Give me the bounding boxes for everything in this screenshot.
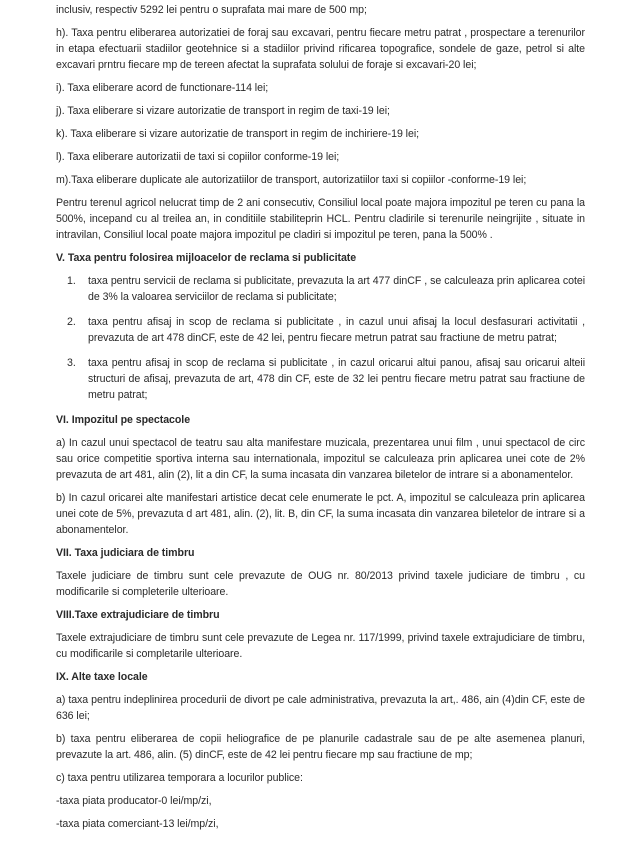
paragraph-vii: Taxele judiciare de timbru sunt cele prevazute de OUG nr. 80/2013 privind taxele judiciare de timbru , cu modificarile si completerile ulterioare. [56, 570, 585, 598]
list-item-text: taxa pentru afisaj in scop de reclama si publicitate , in cazul unui afisaj la locul desfasurari activitatii , prevazuta de art 478 dinCF, este de 42 lei, pentru fiecare metrun patrat sau fractiune de metru patrat; [88, 316, 585, 344]
paragraph-ix-c: c) taxa pentru utilizarea temporara a locurilor publice: [56, 772, 303, 784]
paragraph-vi-a: a) In cazul unui spectacol de teatru sau alta manifestare muzicala, prezentarea unui film , unui spectacol de circ sau orice competitie sportiva interna sau internationala, impozitul se calculeaza prin aplicarea unei cote de 2% prevazuta de art 481, alin (2), lit a din CF, la suma incasata din vanzarea biletelor de intrare si a abonamentelor. [56, 437, 585, 481]
section-v-list [56, 273, 585, 403]
paragraph-l: l). Taxa eliberare autorizatii de taxi si copiilor conforme-19 lei; [56, 151, 340, 163]
section-ix-heading: IX. Alte taxe locale [56, 671, 148, 683]
list-item-number: 3. [67, 357, 76, 369]
paragraph-m: m).Taxa eliberare duplicate ale autorizatiilor de transport, autorizatiilor taxi si copiilor -conforme-19 lei; [56, 174, 527, 186]
section-vii-heading: VII. Taxa judiciara de timbru [56, 547, 195, 559]
list-item [56, 314, 585, 346]
paragraph-ix-b: b) taxa pentru eliberarea de copii heliografice de pe planurile cadastrale sau de pe alte asemenea planuri, prevazute la art. 486, alin. (5) dinCF, este de 42 lei pentru fiecare mp sau fractiune de mp; [56, 733, 585, 761]
list-item-text: taxa pentru servicii de reclama si publicitate, prevazuta la art 477 dinCF , se calculeaza prin aplicarea cotei de 3% la valoarea serviciilor de reclama si publicitate; [88, 275, 585, 303]
section-viii-heading: VIII.Taxe extrajudiciare de timbru [56, 609, 220, 621]
paragraph-teren-agricol: Pentru terenul agricol nelucrat timp de 2 ani consecutiv, Consiliul local poate majora impozitul pe teren cu pana la 500%, incepand cu al treilea an, in conditiile stabiliteprin HCL. Pentru cladirile si terenurile neingrijite , situate in intravilan, Consiliul local poate majora impozitul pe cladiri si impozitul pe teren, pana la 500% . [56, 197, 585, 241]
paragraph-ix-producator: -taxa piata producator-0 lei/mp/zi, [56, 795, 212, 807]
paragraph-j: j). Taxa eliberare si vizare autorizatie de transport in regim de taxi-19 lei; [56, 105, 390, 117]
paragraph-k: k). Taxa eliberare si vizare autorizatie de transport in regim de inchiriere-19 lei; [56, 128, 420, 140]
list-item-number: 1. [67, 275, 76, 287]
list-item-text: taxa pentru afisaj in scop de reclama si publicitate , in cazul oricarui altui panou, afisaj sau oricarui alteii structuri de afisaj, prevazuta de art, 478 din CF, este de 32 lei pentru fiecare metru patrat sau fractiune de metru patrat; [88, 357, 585, 401]
paragraph-viii: Taxele extrajudiciare de timbru sunt cele prevazute de Legea nr. 117/1999, privind taxele extrajudiciare de timbru, cu modificarile si completarile ulterioare. [56, 632, 585, 660]
paragraph-intro: inclusiv, respectiv 5292 lei pentru o suprafata mai mare de 500 mp; [56, 4, 367, 16]
paragraph-ix-a: a) taxa pentru indeplinirea procedurii de divort pe cale administrativa, prevazuta la art,. 486, ain (4)din CF, este de 636 lei; [56, 694, 585, 722]
list-item [56, 355, 585, 403]
paragraph-i: i). Taxa eliberare acord de functionare-114 lei; [56, 82, 269, 94]
paragraph-vi-b: b) In cazul oricarei alte manifestari artistice decat cele enumerate le pct. A, impozitul se calculeaza prin aplicarea unei cote de 5%, prevazuta d art 481, alin. (2), lit. B, din CF, la suma incasata din vanzarea biletelor de intrare si a abonamentelor. [56, 492, 585, 536]
section-vi-heading: VI. Impozitul pe spectacole [56, 414, 191, 426]
list-item [56, 273, 585, 305]
paragraph-h: h). Taxa pentru eliberarea autorizatiei de foraj sau excavari, pentru fiecare metru patrat , prospectare a terenurilor in etapa efectuarii stadiilor geotehnice si a stadiilor privind rificarea topografice, sondele de gaze, petrol si alte excavari prntru fiecare mp de tereen afectat la suprafata solului de foraje si excavari-20 lei; [56, 27, 585, 71]
paragraph-ix-comerciant: -taxa piata comerciant-13 lei/mp/zi, [56, 818, 219, 830]
section-v-heading: V. Taxa pentru folosirea mijloacelor de reclama si publicitate [56, 252, 357, 264]
list-item-number: 2. [67, 316, 76, 328]
